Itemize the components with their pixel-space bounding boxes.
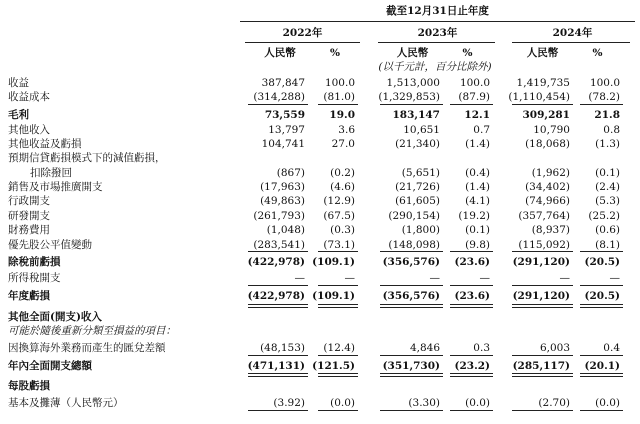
row-value: (21,340) — [395, 138, 440, 150]
row-value: (109.1) — [312, 290, 355, 302]
total-rule — [512, 355, 573, 356]
row-value: (1,962) — [531, 167, 570, 179]
row-value: (3.92) — [273, 397, 305, 409]
row-value: (0.3) — [330, 224, 355, 236]
total-rule — [580, 251, 623, 252]
row-value: (73.1) — [323, 239, 355, 251]
total-rule — [580, 355, 623, 356]
row-value: 0.4 — [603, 342, 620, 354]
row-value: 19.0 — [329, 109, 355, 121]
total-rule — [580, 104, 623, 105]
row-value: (17,963) — [260, 181, 305, 193]
row-value: 4,846 — [409, 342, 440, 354]
row-label: 其他全面(開支)收入 — [8, 311, 102, 323]
row-value: (49,863) — [260, 195, 305, 207]
col-rmb-2024: 人民幣 — [526, 47, 559, 59]
row-value: (357,764) — [518, 210, 570, 222]
row-value: (0.2) — [330, 167, 355, 179]
total-rule — [248, 376, 308, 377]
row-label: 基本及攤薄（人民幣元） — [8, 397, 124, 409]
row-label: 年度虧損 — [8, 290, 50, 302]
units-note: (以千元計，百分比除外) — [378, 61, 492, 73]
row-value: (867) — [276, 167, 305, 179]
total-rule — [248, 285, 308, 286]
row-value: (291,120) — [512, 256, 570, 268]
row-label: 除稅前虧損 — [8, 256, 61, 268]
row-value: (0.6) — [595, 224, 620, 236]
total-rule — [580, 307, 623, 308]
row-value: 183,147 — [392, 109, 440, 121]
row-value: 10,790 — [533, 124, 570, 136]
total-rule — [580, 304, 623, 305]
row-value: (422,978) — [247, 290, 305, 302]
row-value: (1,329,853) — [378, 91, 440, 103]
row-value: (356,576) — [382, 256, 440, 268]
row-value: 27.0 — [331, 138, 355, 150]
row-label: 預期信貸虧損模式下的減值虧損， — [8, 152, 166, 164]
row-value: 387,847 — [261, 77, 305, 89]
row-value: (12.9) — [323, 195, 355, 207]
row-value: (5.3) — [595, 195, 620, 207]
total-rule — [380, 104, 443, 105]
row-value: (20.5) — [584, 256, 620, 268]
total-rule — [450, 304, 493, 305]
row-value: (23.6) — [454, 290, 490, 302]
total-rule — [380, 373, 443, 374]
row-label: 研發開支 — [8, 210, 50, 222]
row-value: (109.1) — [312, 256, 355, 268]
total-rule — [380, 307, 443, 308]
total-rule — [380, 285, 443, 286]
row-value: (61,605) — [395, 195, 440, 207]
total-rule — [318, 251, 358, 252]
total-rule — [450, 104, 493, 105]
row-label: 年內全面開支總額 — [8, 360, 92, 372]
row-value: 21.8 — [594, 109, 620, 121]
row-value: (23.2) — [454, 360, 490, 372]
row-value: (1.3) — [595, 138, 620, 150]
row-value: (9.8) — [465, 239, 490, 251]
row-value: — — [344, 272, 355, 284]
total-rule — [380, 304, 443, 305]
row-value: (34,402) — [525, 181, 570, 193]
total-rule — [318, 285, 358, 286]
total-rule — [580, 376, 623, 377]
total-rule — [512, 373, 573, 374]
row-value: 0.8 — [603, 124, 620, 136]
row-value: (0.1) — [465, 224, 490, 236]
row-value: (8.1) — [595, 239, 620, 251]
row-label: 財務費用 — [8, 224, 50, 236]
total-rule — [512, 104, 573, 105]
col-pct-2023: % — [462, 47, 473, 59]
row-value: (148,098) — [388, 239, 440, 251]
col-rmb-2022: 人民幣 — [264, 47, 296, 59]
row-label: 扣除撥回 — [30, 167, 72, 179]
col-rmb-2023: 人民幣 — [396, 47, 429, 59]
row-value: (19.2) — [458, 210, 490, 222]
row-value: (291,120) — [512, 290, 570, 302]
row-label: 每股虧損 — [8, 380, 50, 392]
total-rule — [318, 410, 358, 411]
row-value: (1,800) — [401, 224, 440, 236]
total-rule — [450, 307, 493, 308]
total-rule — [580, 373, 623, 374]
total-rule — [318, 304, 358, 305]
row-value: (283,541) — [253, 239, 305, 251]
row-value: 100.0 — [459, 77, 490, 89]
total-rule — [380, 376, 443, 377]
row-value: 73,559 — [264, 109, 305, 121]
row-value: — — [559, 272, 570, 284]
row-label: 收益成本 — [8, 91, 50, 103]
total-rule — [380, 355, 443, 356]
year-heading-2022: 2022年 — [282, 27, 323, 39]
row-value: — — [429, 272, 440, 284]
row-value: (1,048) — [266, 224, 305, 236]
row-value: (5,651) — [401, 167, 440, 179]
row-label: 因換算海外業務而產生的匯兌差額 — [8, 342, 166, 354]
total-rule — [248, 251, 308, 252]
total-rule — [512, 251, 573, 252]
row-value: 104,741 — [261, 138, 305, 150]
total-rule — [450, 285, 493, 286]
row-value: (2.70) — [538, 397, 570, 409]
row-value: (78.2) — [588, 91, 620, 103]
col-pct-2024: % — [592, 47, 603, 59]
year-rule-2023 — [378, 42, 495, 43]
total-rule — [318, 376, 358, 377]
row-value: (1.4) — [465, 138, 490, 150]
total-rule — [248, 307, 308, 308]
row-value: (21,726) — [395, 181, 440, 193]
row-value: (290,154) — [388, 210, 440, 222]
row-value: (1.4) — [465, 181, 490, 193]
row-value: (25.2) — [588, 210, 620, 222]
row-value: (0.0) — [465, 397, 490, 409]
total-rule — [380, 251, 443, 252]
header-rule — [240, 21, 635, 22]
row-label: 收益 — [8, 77, 29, 89]
row-value: — — [609, 272, 620, 284]
total-rule — [318, 104, 358, 105]
total-rule — [512, 304, 573, 305]
row-value: 1,513,000 — [386, 77, 440, 89]
row-value: 13,797 — [268, 124, 305, 136]
row-value: (0.4) — [465, 167, 490, 179]
row-value: (314,288) — [253, 91, 305, 103]
row-value: 309,281 — [522, 109, 570, 121]
row-value: (351,730) — [382, 360, 440, 372]
total-rule — [248, 104, 308, 105]
row-value: (3.30) — [408, 397, 440, 409]
year-rule-2024 — [512, 42, 630, 43]
row-value: 6,003 — [539, 342, 570, 354]
row-value: (67.5) — [323, 210, 355, 222]
row-value: (4.6) — [330, 181, 355, 193]
total-rule — [450, 355, 493, 356]
row-value: (0.1) — [595, 167, 620, 179]
total-rule — [450, 373, 493, 374]
row-label: 其他收益及虧損 — [8, 138, 82, 150]
row-value: (471,131) — [247, 360, 305, 372]
row-value: 1,419,735 — [516, 77, 570, 89]
row-value: — — [479, 272, 490, 284]
row-value: (12.4) — [323, 342, 355, 354]
period-heading: 截至12月31日止年度 — [386, 5, 489, 17]
row-value: 0.3 — [473, 342, 490, 354]
row-value: (115,092) — [518, 239, 570, 251]
row-value: (0.0) — [330, 397, 355, 409]
row-label: 優先股公平值變動 — [8, 239, 92, 251]
total-rule — [450, 251, 493, 252]
total-rule — [512, 376, 573, 377]
col-pct-2022: % — [330, 47, 340, 59]
row-label: 可能於隨後重新分類至損益的項目： — [8, 325, 176, 337]
row-value: (422,978) — [247, 256, 305, 268]
row-value: 100.0 — [324, 77, 355, 89]
total-rule — [450, 376, 493, 377]
row-value: (20.1) — [584, 360, 620, 372]
row-value: (1,110,454) — [508, 91, 570, 103]
total-rule — [248, 304, 308, 305]
row-value: (87.9) — [458, 91, 490, 103]
year-heading-2023: 2023年 — [417, 27, 458, 39]
row-label: 其他收入 — [8, 124, 50, 136]
row-value: (8,937) — [531, 224, 570, 236]
row-value: (2.4) — [595, 181, 620, 193]
row-label: 所得稅開支 — [8, 272, 61, 284]
total-rule — [248, 373, 308, 374]
row-value: (0.0) — [595, 397, 620, 409]
row-value: (81.0) — [323, 91, 355, 103]
row-value: 100.0 — [589, 77, 620, 89]
row-value: (121.5) — [312, 360, 355, 372]
total-rule — [248, 355, 308, 356]
total-rule — [512, 410, 573, 411]
row-label: 行政開支 — [8, 195, 50, 207]
total-rule — [580, 410, 623, 411]
total-rule — [380, 410, 443, 411]
year-heading-2024: 2024年 — [552, 27, 593, 39]
year-rule-2022 — [245, 42, 360, 43]
total-rule — [248, 410, 308, 411]
row-value: (285,117) — [512, 360, 570, 372]
row-value: (356,576) — [382, 290, 440, 302]
row-value: (48,153) — [260, 342, 305, 354]
total-rule — [450, 410, 493, 411]
row-label: 毛利 — [8, 109, 29, 121]
row-value: — — [294, 272, 305, 284]
row-value: 0.7 — [473, 124, 490, 136]
row-value: 3.6 — [338, 124, 355, 136]
row-value: 12.1 — [464, 109, 490, 121]
row-value: (23.6) — [454, 256, 490, 268]
row-value: 10,651 — [403, 124, 440, 136]
row-value: (74,966) — [525, 195, 570, 207]
row-value: (4.1) — [465, 195, 490, 207]
row-value: (20.5) — [584, 290, 620, 302]
row-value: (261,793) — [253, 210, 305, 222]
total-rule — [318, 307, 358, 308]
total-rule — [580, 285, 623, 286]
total-rule — [318, 373, 358, 374]
total-rule — [318, 355, 358, 356]
row-value: (18,068) — [525, 138, 570, 150]
total-rule — [512, 307, 573, 308]
row-label: 銷售及市場推廣開支 — [8, 181, 103, 193]
total-rule — [512, 285, 573, 286]
